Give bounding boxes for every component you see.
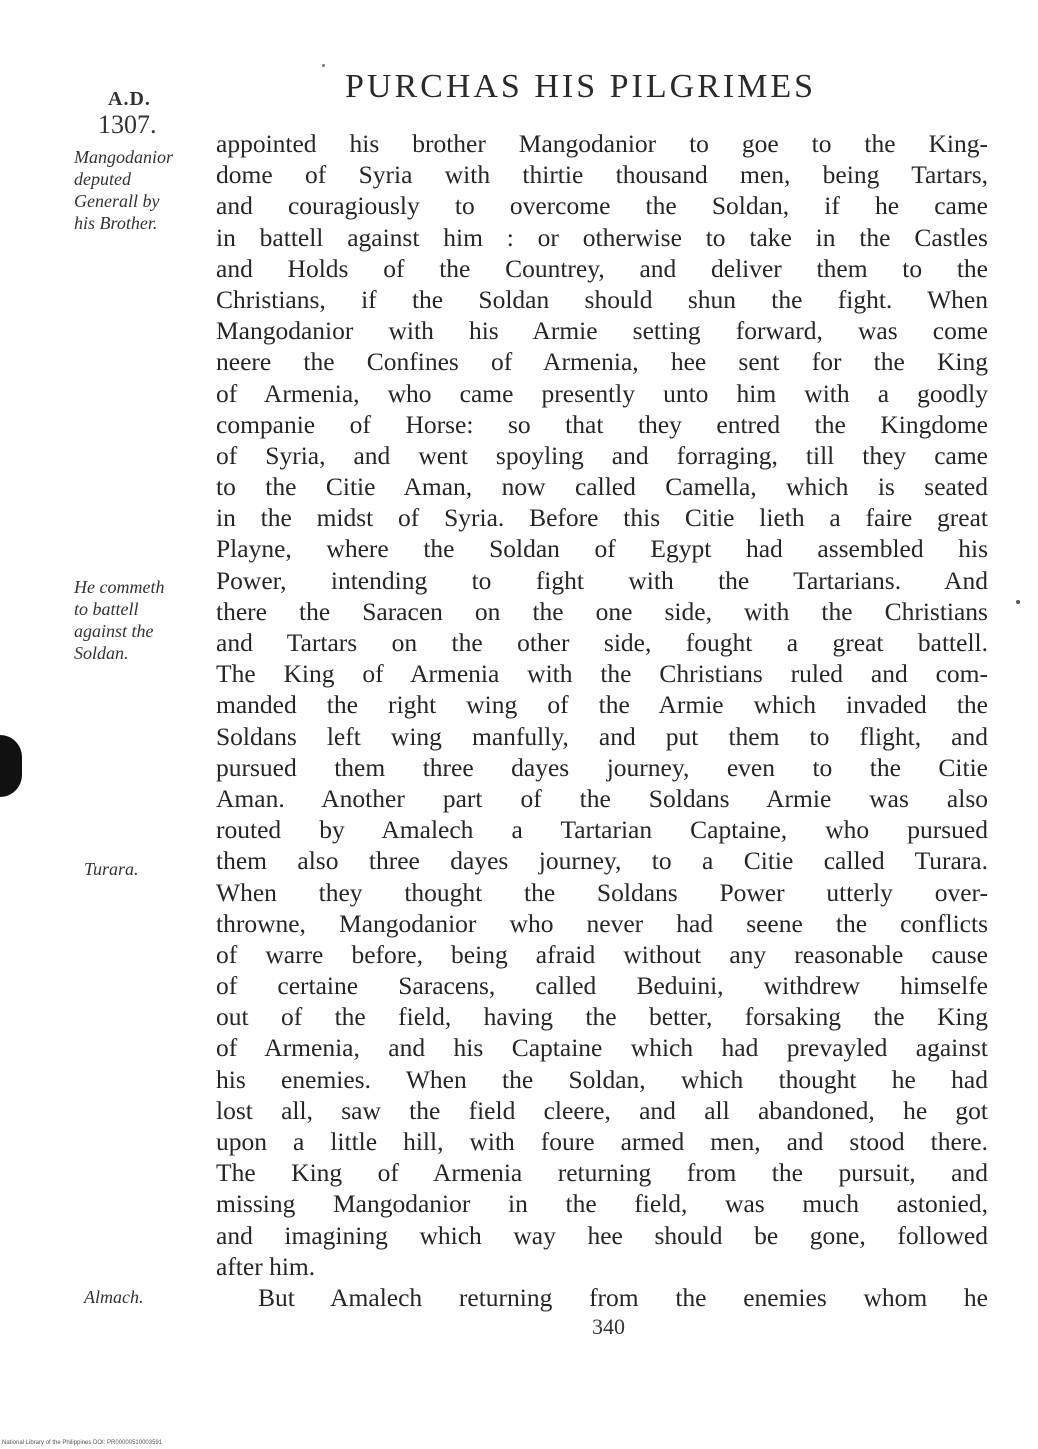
scan-credit: National Library of the Philippines DOI: PR00000510003591: [2, 1440, 163, 1446]
text-line: and imagining which way hee should be gone, followed: [216, 1220, 988, 1250]
text-line: companie of Horse: so that they entred the Kingdome: [216, 409, 988, 439]
text-line: Mangodanior with his Armie setting forward, was come: [216, 316, 988, 346]
header-year: 1307.: [98, 110, 157, 139]
side-note-line: his Brother.: [74, 213, 158, 233]
side-note-line: Mangodanior: [74, 147, 173, 167]
side-note-line: Soldan.: [74, 643, 129, 663]
text-line: The King of Armenia returning from the pursuit, and: [216, 1158, 988, 1188]
ink-speck: [1016, 600, 1020, 604]
text-line: pursued them three dayes journey, even to the Citie: [216, 752, 988, 782]
side-note: [84, 858, 214, 880]
text-line: dome of Syria with thirtie thousand men, being Tartars,: [216, 160, 988, 190]
side-note-line: He commeth: [74, 577, 165, 597]
text-line: lost all, saw the field cleere, and all abandoned, he got: [216, 1095, 988, 1125]
text-line: The King of Armenia with the Christians ruled and com-: [216, 659, 988, 689]
side-note-line: to battell: [74, 599, 139, 619]
text-line: routed by Amalech a Tartarian Captaine, who pursued: [216, 815, 988, 845]
text-line: of certaine Saracens, called Beduini, withdrew himselfe: [216, 971, 988, 1001]
text-line: appointed his brother Mangodanior to goe to the King-: [216, 129, 988, 158]
page-number: 340: [592, 1314, 625, 1339]
text-line: there the Saracen on the one side, with the Christians: [216, 596, 988, 626]
side-note-line: Turara.: [84, 859, 139, 879]
text-line: Aman. Another part of the Soldans Armie was also: [216, 783, 988, 813]
text-line: of Syria, and went spoyling and forraging, till they came: [216, 440, 988, 470]
text-line: Soldans left wing manfully, and put them to flight, and: [216, 721, 988, 751]
text-line: after him.: [216, 1251, 316, 1281]
side-note-line: Almach.: [84, 1287, 144, 1307]
text-line: Christians, if the Soldan should shun the fight. When: [216, 284, 988, 314]
text-line: Playne, where the Soldan of Egypt had assembled his: [216, 534, 988, 564]
scan-blot: [0, 735, 22, 797]
side-note-line: Generall by: [74, 191, 160, 211]
text-line: in battell against him : or otherwise to take in the Castles: [216, 222, 988, 252]
text-line: and Tartars on the other side, fought a great battell.: [216, 628, 988, 657]
text-line: throwne, Mangodanior who never had seene the conflicts: [216, 908, 988, 938]
text-line: them also three dayes journey, to a Citie called Turara.: [216, 846, 988, 876]
body-text: [216, 128, 988, 1313]
side-note: [74, 146, 204, 234]
text-line: out of the field, having the better, forsaking the King: [216, 1002, 988, 1032]
side-note-line: against the: [74, 621, 154, 641]
text-line: upon a little hill, with foure armed men, and stood there.: [216, 1127, 988, 1156]
text-line: his enemies. When the Soldan, which thought he had: [216, 1064, 988, 1094]
text-line: of warre before, being afraid without any reasonable cause: [216, 939, 988, 969]
text-line: and couragiously to overcome the Soldan, if he came: [216, 191, 988, 221]
text-line: But Amalech returning from the enemies whom he: [258, 1282, 988, 1312]
text-line: manded the right wing of the Armie which invaded the: [216, 690, 988, 720]
ink-speck: [322, 64, 325, 67]
side-note-line: deputed: [74, 169, 131, 189]
text-line: of Armenia, and his Captaine which had prevayled against: [216, 1033, 988, 1063]
running-title: PURCHAS HIS PILGRIMES: [345, 68, 817, 105]
text-line: in the midst of Syria. Before this Citie lieth a faire great: [216, 503, 988, 533]
text-line: to the Citie Aman, now called Camella, which is seated: [216, 472, 988, 502]
text-line: When they thought the Soldans Power utterly over-: [216, 877, 988, 907]
text-line: and Holds of the Countrey, and deliver them to the: [216, 253, 988, 283]
header-ad: A.D.: [108, 88, 151, 110]
side-note: [74, 576, 204, 664]
text-line: of Armenia, who came presently unto him with a goodly: [216, 378, 988, 408]
text-line: neere the Confines of Armenia, hee sent for the King: [216, 347, 988, 377]
text-line: Power, intending to fight with the Tartarians. And: [216, 565, 988, 595]
text-line: missing Mangodanior in the field, was much astonied,: [216, 1189, 988, 1219]
side-note: [84, 1286, 214, 1308]
